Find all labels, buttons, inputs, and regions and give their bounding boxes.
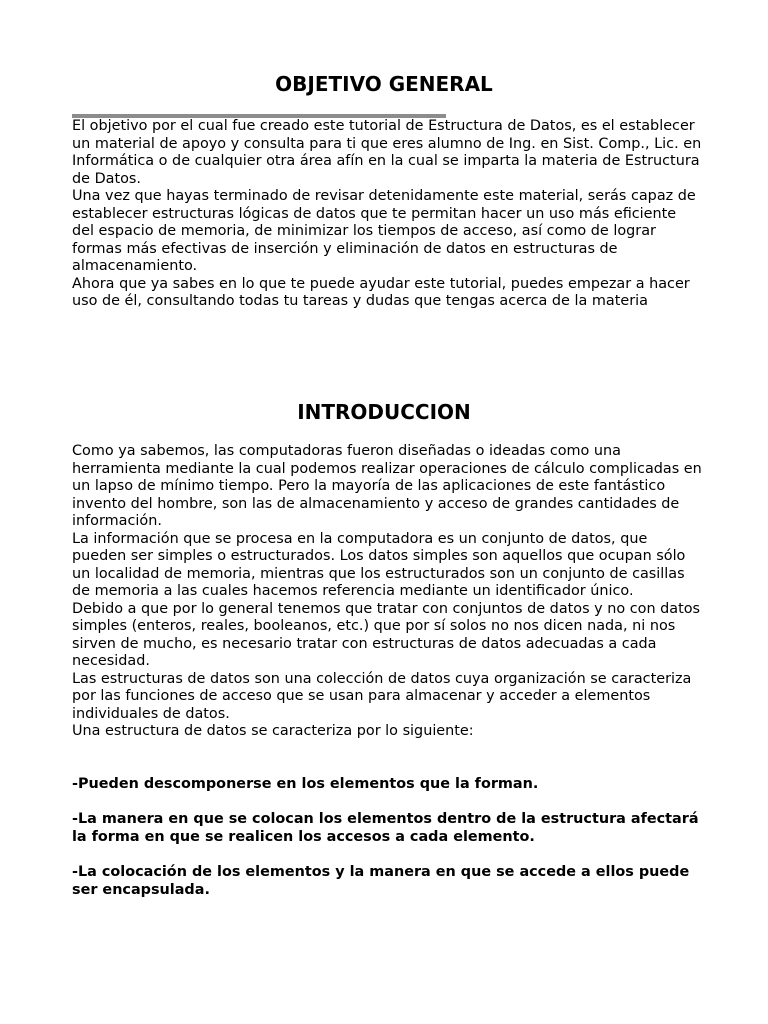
bold-list-item (72, 776, 702, 794)
paragraph: La información que se procesa en la computadora es un conjunto de datos, que pueden ser simples o estructurados. Los datos simples son aquellos que ocupan sólo un localidad de memoria, mientras que los estructurados son un conjunto de casillas de memoria a las cuales hacemos referencia mediante un identificador único. (72, 530, 686, 599)
bold-item-text: -La colocación de los elementos y la manera en que se accede a ellos puede ser encapsulada. (72, 864, 690, 898)
section-introduccion-body (72, 443, 702, 741)
paragraph: Como ya sabemos, las computadoras fueron diseñadas o ideadas como una herramienta mediante la cual podemos realizar operaciones de cálculo complicadas en un lapso de mínimo tiempo. Pero la mayoría de las aplicaciones de este fantástico invento del hombre, son las de almacenamiento y acceso de grandes cantidades de información. (72, 443, 702, 529)
paragraph: Ahora que ya sabes en lo que te puede ayudar este tutorial, puedes empezar a hacer uso de él, consultando todas tu tareas y dudas que tengas acerca de la materia (72, 275, 690, 309)
bold-list-item (72, 864, 702, 899)
bold-item-text: -La manera en que se colocan los elementos dentro de la estructura afectará la forma en que se realicen los accesos a cada elemento. (72, 811, 699, 845)
paragraph: Una estructura de datos se caracteriza por lo siguiente: (72, 723, 474, 739)
paragraph: Debido a que por lo general tenemos que tratar con conjuntos de datos y no con datos simples (enteros, reales, booleanos, etc.) que por sí solos no nos dicen nada, ni nos sirven de mucho, es necesario tratar con estructuras de datos adecuadas a cada necesidad. (72, 600, 701, 669)
section-title-objetivo-general: OBJETIVO GENERAL (275, 72, 493, 96)
bold-list-item (72, 811, 702, 846)
section-objetivo-general-body (72, 118, 702, 311)
section-title-introduccion: INTRODUCCION (297, 400, 471, 424)
bold-item-text: -Pueden descomponerse en los elementos que la forman. (72, 776, 539, 792)
paragraph: Una vez que hayas terminado de revisar detenidamente este material, serás capaz de establecer estructuras lógicas de datos que te permitan hacer un uso más eficiente del espacio de memoria, de minimizar los tiempos de acceso, así como de lograr formas más efectivas de inserción y eliminación de datos en estructuras de almacenamiento. (72, 188, 696, 274)
paragraph: El objetivo por el cual fue creado este tutorial de Estructura de Datos, es el establecer un material de apoyo y consulta para ti que eres alumno de Ing. en Sist. Comp., Lic. en Informática o de cualquier otra área afín en la cual se imparta la materia de Estructura de Datos. (72, 118, 702, 187)
paragraph: Las estructuras de datos son una colección de datos cuya organización se caracteriza por las funciones de acceso que se usan para almacenar y acceder a elementos individuales de datos. (72, 670, 692, 722)
